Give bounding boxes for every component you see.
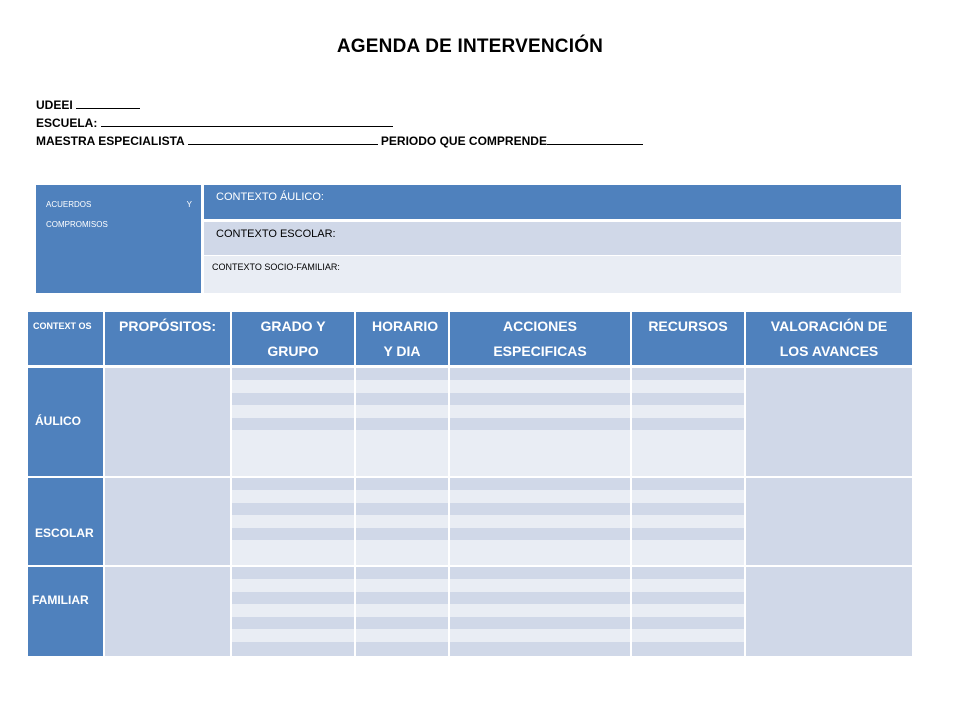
row-label-escolar: ESCOLAR: [28, 478, 103, 565]
propositos-familiar-cell[interactable]: [105, 567, 230, 656]
y-word: Y: [186, 200, 192, 209]
familiar-strip[interactable]: [232, 617, 744, 629]
row-label-familiar: FAMILIAR: [28, 567, 103, 656]
contexto-escolar-label: CONTEXTO ESCOLAR:: [216, 228, 336, 240]
compromisos-word: COMPROMISOS: [46, 220, 108, 229]
escolar-strip[interactable]: [232, 490, 744, 503]
header-propositos: PROPÓSITOS:: [105, 312, 230, 366]
propositos-aulico-cell[interactable]: [105, 368, 230, 476]
udeei-field: [36, 97, 140, 112]
familiar-strip[interactable]: [232, 592, 744, 604]
valoracion-familiar-cell[interactable]: [746, 567, 912, 656]
header-horario-dia: HORARIO Y DIA: [356, 312, 448, 366]
column-divider: [354, 366, 356, 656]
header-contextos: CONTEXT OS: [28, 312, 103, 366]
column-divider: [630, 366, 632, 656]
udeei-blank[interactable]: [76, 97, 140, 109]
aulico-strip[interactable]: [232, 368, 744, 380]
acuerdos-label: [36, 185, 201, 293]
aulico-strip[interactable]: [232, 418, 744, 430]
escolar-strip[interactable]: [232, 478, 744, 490]
acuerdos-block: [36, 185, 901, 293]
row-label-aulico: ÁULICO: [28, 368, 103, 476]
aulico-strip[interactable]: [232, 393, 744, 405]
header-valoracion: VALORACIÓN DE LOS AVANCES: [746, 312, 912, 366]
familiar-strip[interactable]: [232, 642, 744, 656]
maestra-field: [36, 133, 643, 148]
familiar-strip[interactable]: [232, 567, 744, 579]
periodo-blank[interactable]: [547, 133, 643, 145]
contexto-socio-familiar-label: CONTEXTO SOCIO-FAMILIAR:: [212, 262, 340, 272]
escolar-strip[interactable]: [232, 515, 744, 528]
escuela-field: [36, 115, 393, 130]
contexto-aulico-field[interactable]: [204, 185, 901, 219]
maestra-label: MAESTRA ESPECIALISTA: [36, 134, 185, 148]
header-acciones: ACCIONES ESPECIFICAS: [450, 312, 630, 366]
contexto-aulico-label: CONTEXTO ÁULICO:: [216, 191, 324, 203]
periodo-label: PERIODO QUE COMPRENDE: [380, 134, 547, 148]
page-title: AGENDA DE INTERVENCIÓN: [336, 36, 604, 57]
contexto-escolar-field[interactable]: [204, 222, 901, 255]
agenda-table: [28, 312, 912, 656]
maestra-blank[interactable]: [188, 133, 378, 145]
propositos-escolar-cell[interactable]: [105, 478, 230, 565]
aulico-strip[interactable]: [232, 405, 744, 418]
escolar-strip[interactable]: [232, 503, 744, 515]
acuerdos-word: ACUERDOS: [46, 200, 92, 209]
column-divider: [448, 366, 450, 656]
escuela-label: ESCUELA:: [36, 116, 98, 130]
header-grado-grupo: GRADO Y GRUPO: [232, 312, 354, 366]
aulico-strip[interactable]: [232, 430, 744, 476]
escuela-blank[interactable]: [101, 115, 393, 127]
escolar-strip[interactable]: [232, 540, 744, 565]
familiar-strip[interactable]: [232, 579, 744, 592]
header-divider: [28, 365, 912, 368]
valoracion-escolar-cell[interactable]: [746, 478, 912, 565]
header-recursos: RECURSOS: [632, 312, 744, 366]
aulico-strip[interactable]: [232, 380, 744, 393]
familiar-strip[interactable]: [232, 629, 744, 642]
familiar-strip[interactable]: [232, 604, 744, 617]
escolar-strip[interactable]: [232, 528, 744, 540]
contexto-socio-familiar-field[interactable]: [204, 256, 901, 293]
udeei-label: UDEEI: [36, 98, 73, 112]
valoracion-aulico-cell[interactable]: [746, 368, 912, 476]
